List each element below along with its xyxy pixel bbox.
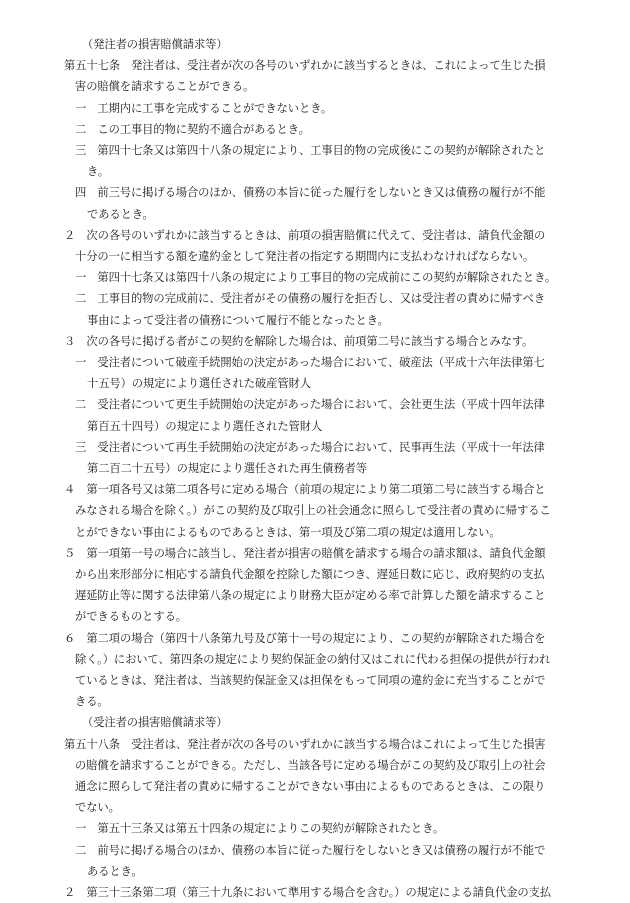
document-line: ３ 次の各号に掲げる者がこの契約を解除した場合は、前項第二号に該当する場合とみなす。 bbox=[64, 334, 534, 348]
document-line: 第二百二十五号）の規定により選任された再生債務者等 bbox=[87, 462, 367, 475]
document-line: 通念に照らして発注者の責めに帰することができない事由によるものであるときは、この限り bbox=[75, 780, 546, 793]
document-line: （受注者の損害賠償請求等） bbox=[82, 716, 228, 730]
document-line: 遅延防止等に関する法律第八条の規定により財務大臣が定める率で計算した額を請求すること bbox=[75, 589, 546, 603]
document-line: （発注者の損害賠償請求等） bbox=[82, 38, 228, 51]
document-line: でない。 bbox=[75, 801, 120, 815]
document-line: 十分の一に相当する額を違約金として発注者の指定する期間内に支払わなければならない。 bbox=[75, 250, 535, 263]
document-line: 三 第四十七条又は第四十八条の規定により、工事目的物の完成後にこの契約が解除されたと bbox=[75, 144, 546, 157]
document-line: から出来形部分に相応する請負代金額を控除した額につき、遅延日数に応じ、政府契約の支払 bbox=[75, 568, 545, 581]
document-line: の賠償を請求することができる。ただし、当該各号に定める場合がこの契約及び取引上の社会 bbox=[75, 758, 546, 772]
document-line: 第百五十四号）の規定により選任された管財人 bbox=[87, 419, 323, 433]
document-line: ５ 第一項第一号の場合に該当し、発注者が損害の賠償を請求する場合の請求額は、請負代金額 bbox=[64, 546, 546, 560]
document-line: 一 第五十三条又は第五十四条の規定によりこの契約が解除されたとき。 bbox=[75, 822, 445, 836]
document-line: 三 受注者について再生手続開始の決定があった場合において、民事再生法（平成十一年法律 bbox=[75, 440, 545, 454]
document-line: 二 工事目的物の完成前に、受注者がその債務の履行を拒否し、又は受注者の責めに帰すべき bbox=[75, 292, 546, 306]
document-line: 除く。）において、第四条の規定により契約保証金の納付又はこれに代わる担保の提供が行われ bbox=[75, 652, 551, 666]
document-line: 一 受注者について破産手続開始の決定があった場合において、破産法（平成十六年法律第七 bbox=[75, 356, 545, 369]
document-line: 第五十七条 発注者は、受注者が次の各号のいずれかに該当するときは、これによって生じた損 bbox=[64, 59, 546, 73]
document-line: 十五号）の規定により選任された破産管財人 bbox=[87, 377, 311, 391]
document-line: 四 前三号に掲げる場合のほか、債務の本旨に従った履行をしないとき又は債務の履行が不能 bbox=[75, 186, 546, 200]
document-line: 二 この工事目的物に契約不適合があるとき。 bbox=[75, 122, 310, 136]
document-line: ４ 第一項各号又は第二項各号に定める場合（前項の規定により第二項第二号に該当する場合と bbox=[64, 483, 546, 497]
document-line: き。 bbox=[87, 165, 109, 179]
document-line: ６ 第二項の場合（第四十八条第九号及び第十一号の規定により、この契約が解除された場合を bbox=[64, 631, 546, 645]
document-line: 二 受注者について更生手続開始の決定があった場合において、会社更生法（平成十四年法律 bbox=[75, 398, 545, 412]
document-line: 事由によって受注者の債務について履行不能となったとき。 bbox=[87, 313, 389, 327]
document-line: みなされる場合を除く。）がこの契約及び取引上の社会通念に照らして受注者の責めに帰するこ bbox=[75, 504, 551, 518]
document-line: ２ 次の各号のいずれかに該当するときは、前項の損害賠償に代えて、受注者は、請負代金額の bbox=[64, 228, 546, 242]
document-line: ２ 第三十三条第二項（第三十九条において準用する場合を含む。）の規定による請負代金の支払 bbox=[64, 886, 552, 899]
document-line: ているときは、発注者は、当該契約保証金又は担保をもって同項の違約金に充当することがで bbox=[75, 674, 546, 687]
document-line: とができない事由によるものであるときは、第一項及び第二項の規定は適用しない。 bbox=[75, 525, 501, 539]
document-line: であるとき。 bbox=[87, 207, 154, 221]
document-line: 第五十八条 受注者は、発注者が次の各号のいずれかに該当する場合はこれによって生じた損害 bbox=[64, 737, 546, 751]
document-line: 二 前号に掲げる場合のほか、債務の本旨に従った履行をしないとき又は債務の履行が不能で bbox=[75, 843, 546, 857]
document-line: ができるものとする。 bbox=[75, 610, 187, 624]
document-line: 一 工期内に工事を完成することができないとき。 bbox=[75, 101, 333, 115]
document-line: きる。 bbox=[75, 695, 109, 709]
document-line: 害の賠償を請求することができる。 bbox=[75, 80, 255, 94]
document-line: 一 第四十七条又は第四十八条の規定により工事目的物の完成前にこの契約が解除されたとき。 bbox=[75, 271, 557, 285]
document-line: あるとき。 bbox=[87, 864, 143, 878]
